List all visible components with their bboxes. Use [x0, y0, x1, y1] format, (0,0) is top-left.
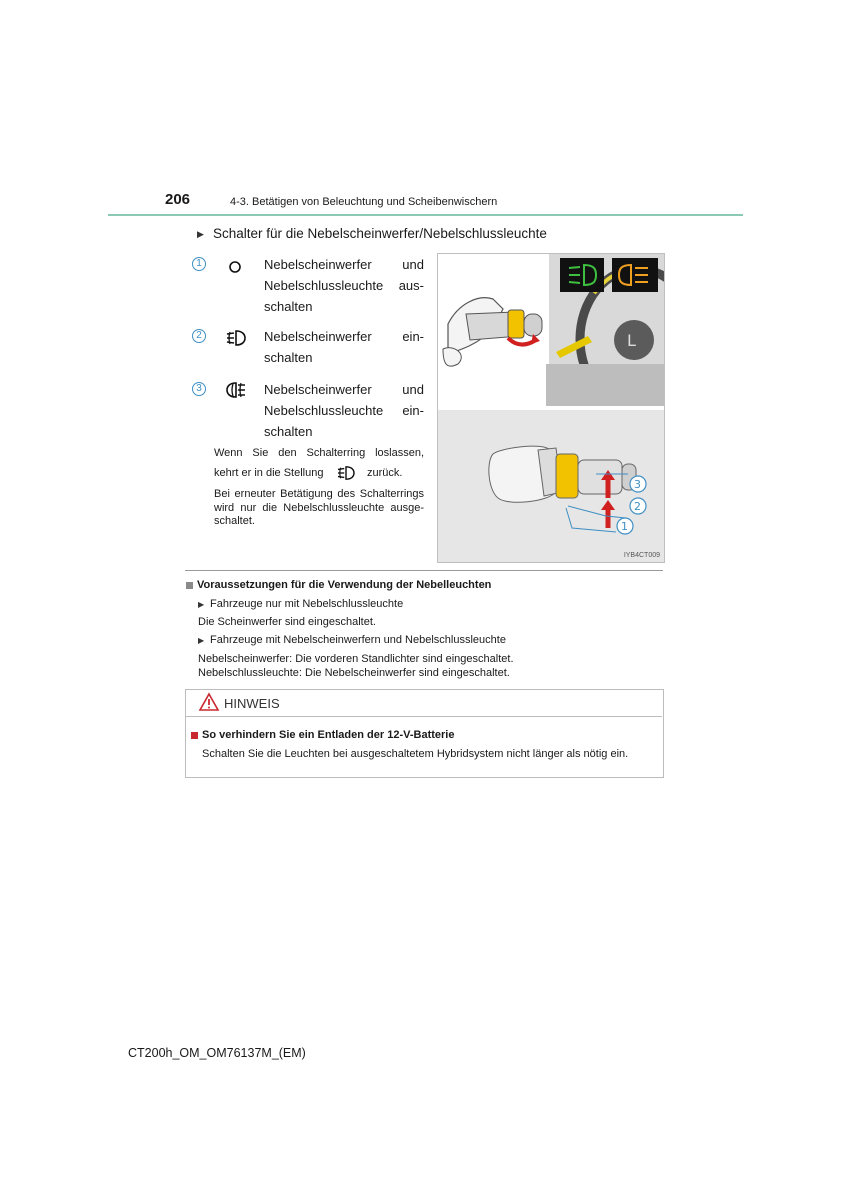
section-divider: [185, 570, 663, 571]
note-press-line-2: wird nur die Nebelschlussleuchte ausge-: [214, 501, 424, 514]
note-release-line-2b: zurück.: [367, 467, 403, 479]
notice-title: So verhindern Sie ein Entladen der 12-V-Batterie: [202, 729, 455, 741]
conditions-title: Voraussetzungen für die Verwendung der Nebelleuchten: [197, 579, 492, 591]
chapter-title: 4-3. Betätigen von Beleuchtung und Scheibenwischern: [230, 196, 498, 208]
header-divider: [108, 214, 743, 216]
section-title: Schalter für die Nebelscheinwerfer/Nebelschlussleuchte: [213, 226, 547, 241]
notice-text: Schalten Sie die Leuchten bei ausgeschaltetem Hybridsystem nicht länger als nötig ein.: [202, 748, 629, 760]
position-3-line-1: Nebelscheinwerfer und: [264, 382, 424, 397]
callout-1: 1: [621, 520, 628, 533]
position-3-line-2: Nebelschlussleuchte ein-: [264, 403, 424, 418]
vehicle-type-2-text-1: Nebelscheinwerfer: Die vorderen Standlichter sind eingeschaltet.: [198, 653, 514, 665]
callout-2: 2: [634, 500, 641, 513]
switch-detail-view: [438, 410, 664, 562]
figure-code: IYB4CT009: [623, 552, 660, 559]
vehicle-type-1: Fahrzeuge nur mit Nebelschlussleuchte: [210, 598, 404, 610]
callout-3: 3: [634, 478, 641, 491]
triangle-bullet-icon: ▶: [198, 636, 205, 645]
warning-triangle-icon: [198, 692, 220, 717]
page-number: 206: [165, 191, 191, 208]
vehicle-type-2: Fahrzeuge mit Nebelscheinwerfern und Nebelschlussleuchte: [210, 634, 506, 646]
front-fog-light-icon: [225, 329, 247, 352]
document-code: CT200h_OM_OM76137M_(EM): [128, 1046, 306, 1060]
position-3-line-3: schalten: [264, 424, 313, 439]
red-square-bullet-icon: [191, 732, 198, 739]
triangle-bullet-icon: ▶: [198, 600, 205, 609]
position-number-1: 1: [192, 257, 206, 271]
position-1-line-3: schalten: [264, 299, 313, 314]
note-release-line-2a: kehrt er in die Stellung: [214, 467, 324, 479]
note-press-again: [214, 488, 424, 529]
notice-label: HINWEIS: [224, 696, 280, 711]
note-press-line-1: Bei erneuter Betätigung des Schalterrings: [214, 488, 424, 500]
fog-switch-illustration: [437, 253, 665, 563]
triangle-bullet-icon: ▶: [197, 229, 204, 239]
position-number-3: 3: [192, 382, 206, 396]
front-fog-light-inline-icon: [336, 465, 356, 486]
off-circle-icon: [228, 260, 242, 279]
svg-text:L: L: [627, 331, 636, 350]
position-2-description: [264, 326, 424, 368]
rear-fog-light-icon: [225, 381, 247, 404]
position-2-line-1: Nebelscheinwerfer ein-: [264, 329, 424, 344]
position-1-line-1: Nebelscheinwerfer und: [264, 257, 424, 272]
vehicle-type-1-text: Die Scheinwerfer sind eingeschaltet.: [198, 616, 376, 628]
position-2-line-2: schalten: [264, 350, 313, 365]
position-1-description: [264, 254, 424, 317]
square-bullet-icon: [186, 582, 193, 589]
steering-wheel-view: [438, 254, 664, 406]
vehicle-type-2-text-2: Nebelschlussleuchte: Die Nebelscheinwerfer sind eingeschaltet.: [198, 667, 510, 679]
position-1-line-2: Nebelschlussleuchte aus-: [264, 278, 424, 293]
note-release-line-1: Wenn Sie den Schalterring loslassen,: [214, 447, 424, 459]
position-number-2: 2: [192, 329, 206, 343]
note-press-line-3: schaltet.: [214, 515, 255, 527]
position-3-description: [264, 379, 424, 442]
